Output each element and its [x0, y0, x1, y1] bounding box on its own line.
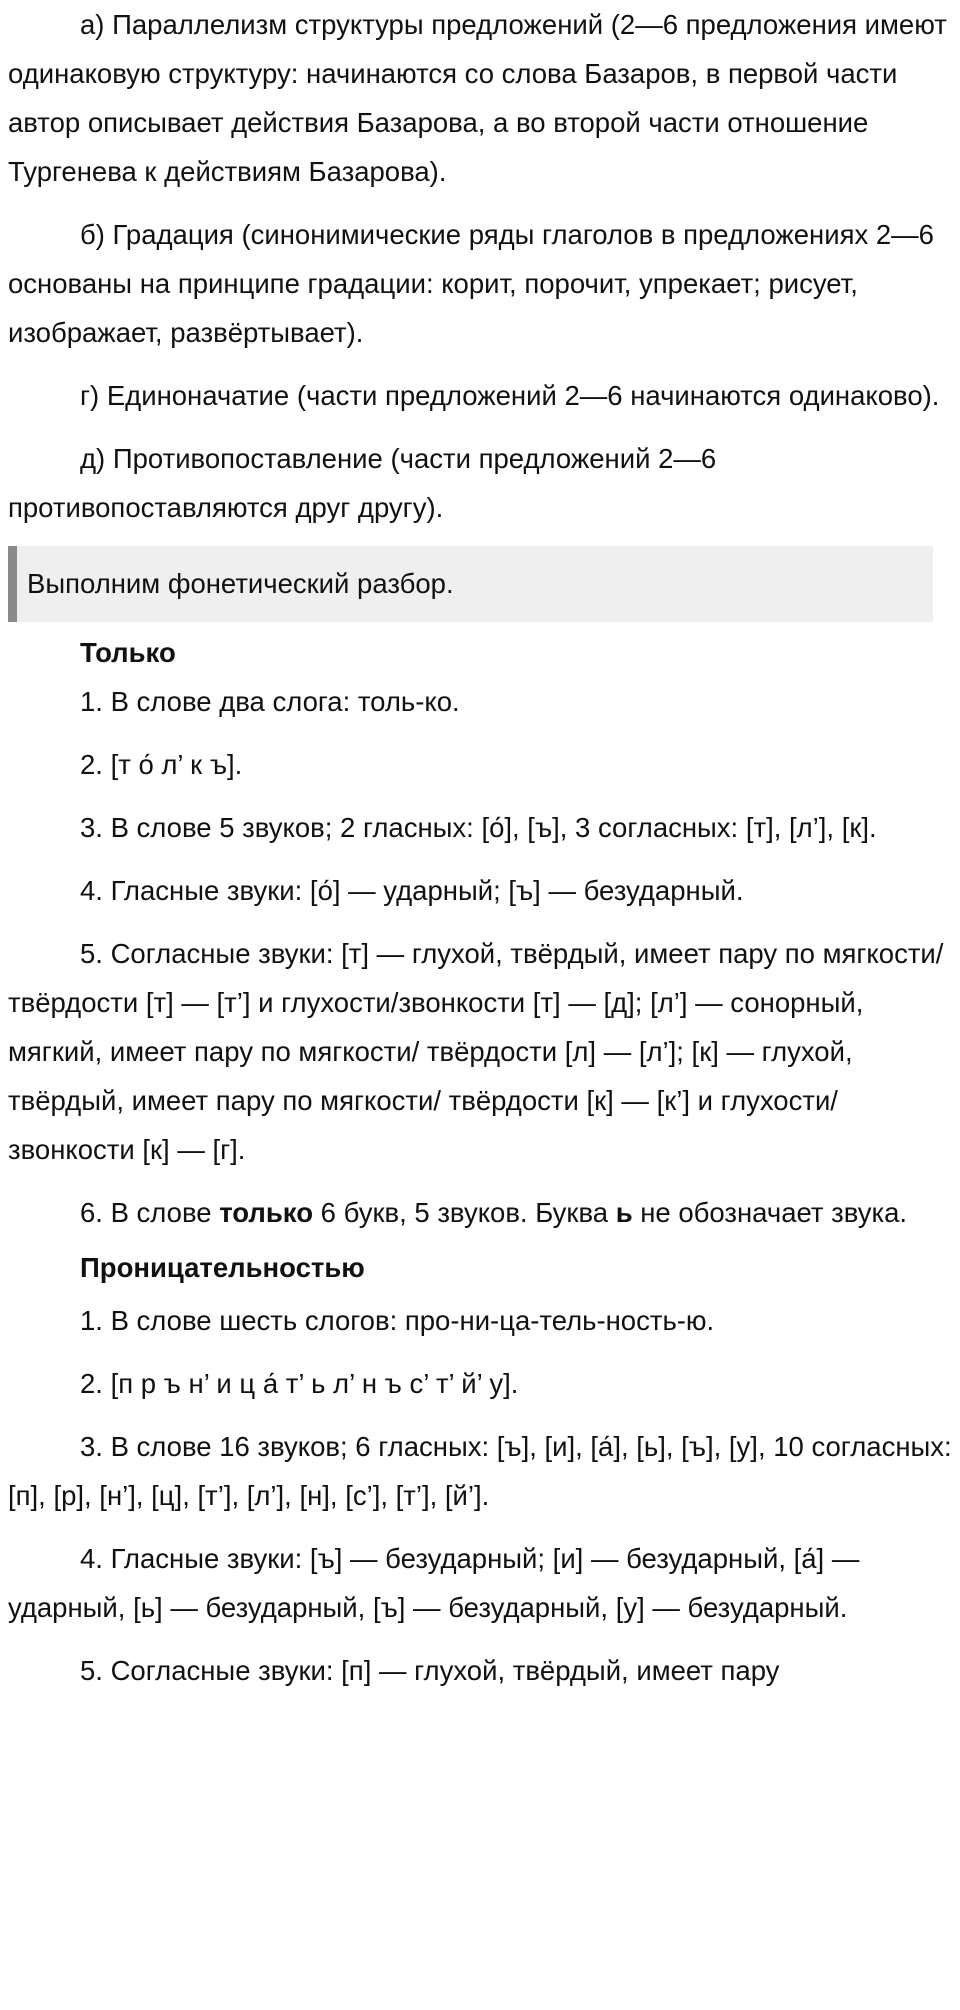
analysis-item-b: б) Градация (синонимические ряды глаголов в предложениях 2—6 основаны на принципе градации: корит, порочит, упрекает; рисует, изображает, развёртывает). [8, 219, 934, 348]
word-title-tolko: Только [80, 637, 176, 668]
tolko-item-6-mid: 6 букв, 5 звуков. Буква [313, 1197, 616, 1228]
tolko-item-6-word: только [219, 1197, 313, 1228]
tolko-item-1: 1. В слове два слога: толь-ко. [80, 686, 460, 717]
document-page [8, 0, 952, 1695]
tolko-item-5: 5. Согласные звуки: [т] — глухой, твёрдый, имеет пару по мягкости/ твёрдости [т] — [т’] и глухости/звонкости [т] — [д]; [л’] — сонорный, мягкий, имеет пару по мягкости/ твёрдости [л] — [л’]; [к] — глухой, твёрдый, имеет пару по мягкости/ твёрдости [к] — [к’] и глухости/звонкости [к] — [г]. [8, 938, 944, 1165]
tolko-item-4: 4. Гласные звуки: [о́] — ударный; [ъ] — безударный. [80, 875, 744, 906]
pronitsatelnostyu-item-3: 3. В слове 16 звуков; 6 гласных: [ъ], [и], [а́], [ь], [ъ], [у], 10 согласных: [п], [р], [н’], [ц], [т’], [л’], [н], [с’], [т’], [й’]. [8, 1431, 952, 1511]
tolko-item-2: 2. [т о́ л’ к ъ]. [80, 749, 243, 780]
tolko-item-6-post: не обозначает звука. [632, 1197, 908, 1228]
phonetic-analysis-callout: Выполним фонетический разбор. [8, 546, 933, 622]
analysis-item-d: д) Противопоставление (части предложений 2—6 противопоставляются друг другу). [8, 443, 717, 523]
word-title-pronitsatelnostyu: Проницательностью [80, 1252, 365, 1283]
analysis-item-g: г) Единоначатие (части предложений 2—6 начинаются одинаково). [80, 380, 940, 411]
tolko-item-6-letter: ь [615, 1197, 633, 1228]
tolko-item-3: 3. В слове 5 звуков; 2 гласных: [о́], [ъ], 3 согласных: [т], [л’], [к]. [80, 812, 877, 843]
tolko-item-6 [8, 1188, 952, 1237]
pronitsatelnostyu-item-4: 4. Гласные звуки: [ъ] — безударный; [и] — безударный, [а́] — ударный, [ь] — безударный, [ъ] — безударный, [у] — безударный. [8, 1543, 860, 1623]
pronitsatelnostyu-item-5: 5. Согласные звуки: [п] — глухой, твёрдый, имеет пару [80, 1655, 780, 1686]
tolko-item-6-pre: 6. В слове [80, 1197, 220, 1228]
pronitsatelnostyu-item-2: 2. [п р ъ н’ и ц а́ т’ ь л’ н ъ с’ т’ й’ у]. [80, 1368, 519, 1399]
pronitsatelnostyu-item-1: 1. В слове шесть слогов: про-ни-ца-тель-ность-ю. [80, 1305, 715, 1336]
analysis-item-a: а) Параллелизм структуры предложений (2—6 предложения имеют одинаковую структуру: начинаются со слова Базаров, в первой части автор описывает действия Базарова, а во второй части отношение Тургенева к действиям Базарова). [8, 9, 947, 187]
